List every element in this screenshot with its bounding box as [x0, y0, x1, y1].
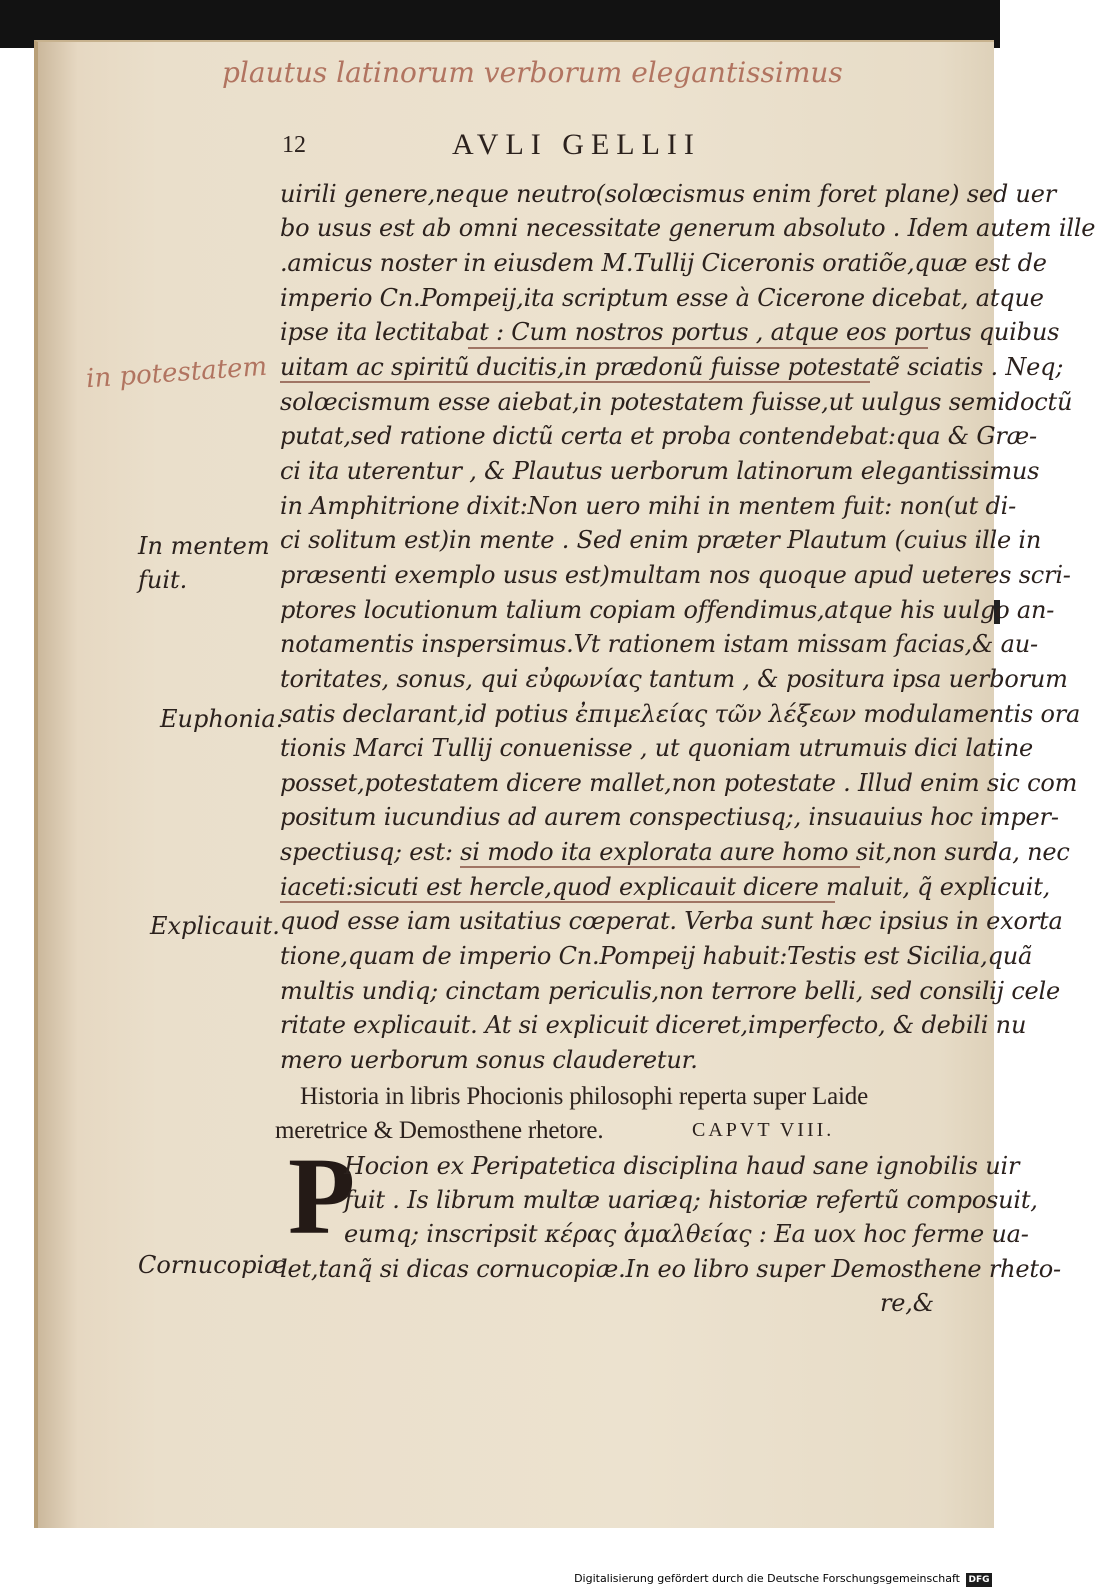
body-line: ipse ita lectitabat : Cum nostros portus , atque eos portus quibus: [280, 318, 1060, 346]
running-title: AVLI GELLII: [452, 128, 701, 161]
body-line: positum iucundius ad aurem conspectiusq;, insuauius hoc imper-: [280, 803, 1059, 831]
chapter-line: Hocion ex Peripatetica disciplina haud sane ignobilis uir: [344, 1152, 1020, 1180]
chapter-line: eumq; inscripsit κέρας ἀμαλθείας : Ea uox hoc ferme ua-: [344, 1220, 1029, 1248]
margin-note-in-mentem: In mentem: [138, 532, 270, 560]
body-line: mero uerborum sonus clauderetur.: [280, 1046, 698, 1074]
body-line: imperio Cn.Pompeij,ita scriptum esse à Cicerone dicebat, atque: [280, 284, 1044, 312]
chapter-heading-line: Historia in libris Phocionis philosophi reperta super Laide: [300, 1083, 868, 1110]
body-line: uitam ac spiritũ ducitis,in prædonũ fuisse potestatẽ sciatis . Neq;: [280, 353, 1064, 381]
drop-capital: P: [288, 1135, 356, 1257]
margin-note-explicauit: Explicauit.: [150, 912, 280, 940]
reader-underline: [460, 866, 860, 868]
margin-note-cornucopiae: Cornucopiæ: [138, 1251, 287, 1279]
body-line: ritate explicauit. At si explicuit diceret,imperfecto, & debili nu: [280, 1011, 1027, 1039]
chapter-heading-line: meretrice & Demosthene rhetore.: [275, 1117, 604, 1144]
chapter-line: re,&: [880, 1289, 934, 1317]
body-line: tione,quam de imperio Cn.Pompeij habuit:Testis est Sicilia,quã: [280, 942, 1033, 970]
body-line: posset,potestatem dicere mallet,non potestate . Illud enim sic com: [280, 769, 1078, 797]
body-line: spectiusq; est: si modo ita explorata aure homo sit,non surda, nec: [280, 838, 1070, 866]
handwritten-top-note: plautus latinorum verborum elegantissimus: [222, 56, 843, 89]
body-line: tionis Marci Tullij conuenisse , ut quoniam utrumuis dici latine: [280, 734, 1034, 762]
reader-underline: [280, 901, 835, 903]
body-line: toritates, sonus, qui εὐφωνίας tantum , & positura ipsa uerborum: [280, 665, 1068, 693]
digitization-footer: [0, 1570, 1000, 1593]
body-line: iaceti:sicuti est hercle,quod explicauit dicere maluit, q̃ explicuit,: [280, 873, 1051, 901]
body-line: ptores locutionum talium copiam offendimus,atque his uulgo an-: [280, 596, 1055, 624]
reader-underline: [280, 381, 870, 383]
body-line: ci solitum est)in mente . Sed enim præter Plautum (cuius ille in: [280, 526, 1042, 554]
body-line: uirili genere,neque neutro(solœcismus enim foret plane) sed uer: [280, 180, 1056, 208]
digitization-credit: Digitalisierung gefördert durch die Deutsche Forschungsgemeinschaft: [574, 1572, 960, 1585]
body-line: notamentis inspersimus.Vt rationem istam missam facias,& au-: [280, 630, 1038, 658]
dfg-logo: DFG: [966, 1573, 992, 1587]
body-line: in Amphitrione dixit:Non uero mihi in mentem fuit: non(ut di-: [280, 492, 1016, 520]
body-line: solœcismum esse aiebat,in potestatem fuisse,ut uulgus semidoctũ: [280, 388, 1073, 416]
chapter-line: fuit . Is librum multæ uariæq; historiæ refertũ composuit,: [344, 1186, 1038, 1214]
body-line: bo usus est ab omni necessitate generum absoluto . Idem autem ille: [280, 214, 1095, 242]
margin-note-euphonia: Euphonia.: [160, 705, 284, 733]
handwritten-margin-note: in potestatem: [85, 351, 269, 395]
page-number: 12: [282, 132, 306, 158]
reader-underline: [468, 347, 928, 349]
body-line: ci ita uterentur , & Plautus uerborum latinorum elegantissimus: [280, 457, 1040, 485]
chapter-number: CAPVT VIII.: [692, 1119, 835, 1141]
body-line: præsenti exemplo usus est)multam nos quoque apud ueteres scri-: [280, 561, 1071, 589]
body-line: satis declarant,id potius ἐπιμελείας τῶν λέξεων modulamentis ora: [280, 700, 1081, 728]
chapter-line: let,tanq̃ si dicas cornucopiæ.In eo libro super Demosthene rheto-: [280, 1255, 1061, 1283]
body-line: putat,sed ratione dictũ certa et proba contendebat:qua & Græ-: [280, 422, 1037, 450]
body-line: quod esse iam usitatius cœperat. Verba sunt hæc ipsius in exorta: [280, 907, 1063, 935]
body-line: .amicus noster in eiusdem M.Tullij Ciceronis oratiõe,quæ est de: [280, 249, 1047, 277]
body-line: multis undiq; cinctam periculis,non terrore belli, sed consilij cele: [280, 977, 1061, 1005]
margin-note-fuit: fuit.: [138, 566, 188, 594]
